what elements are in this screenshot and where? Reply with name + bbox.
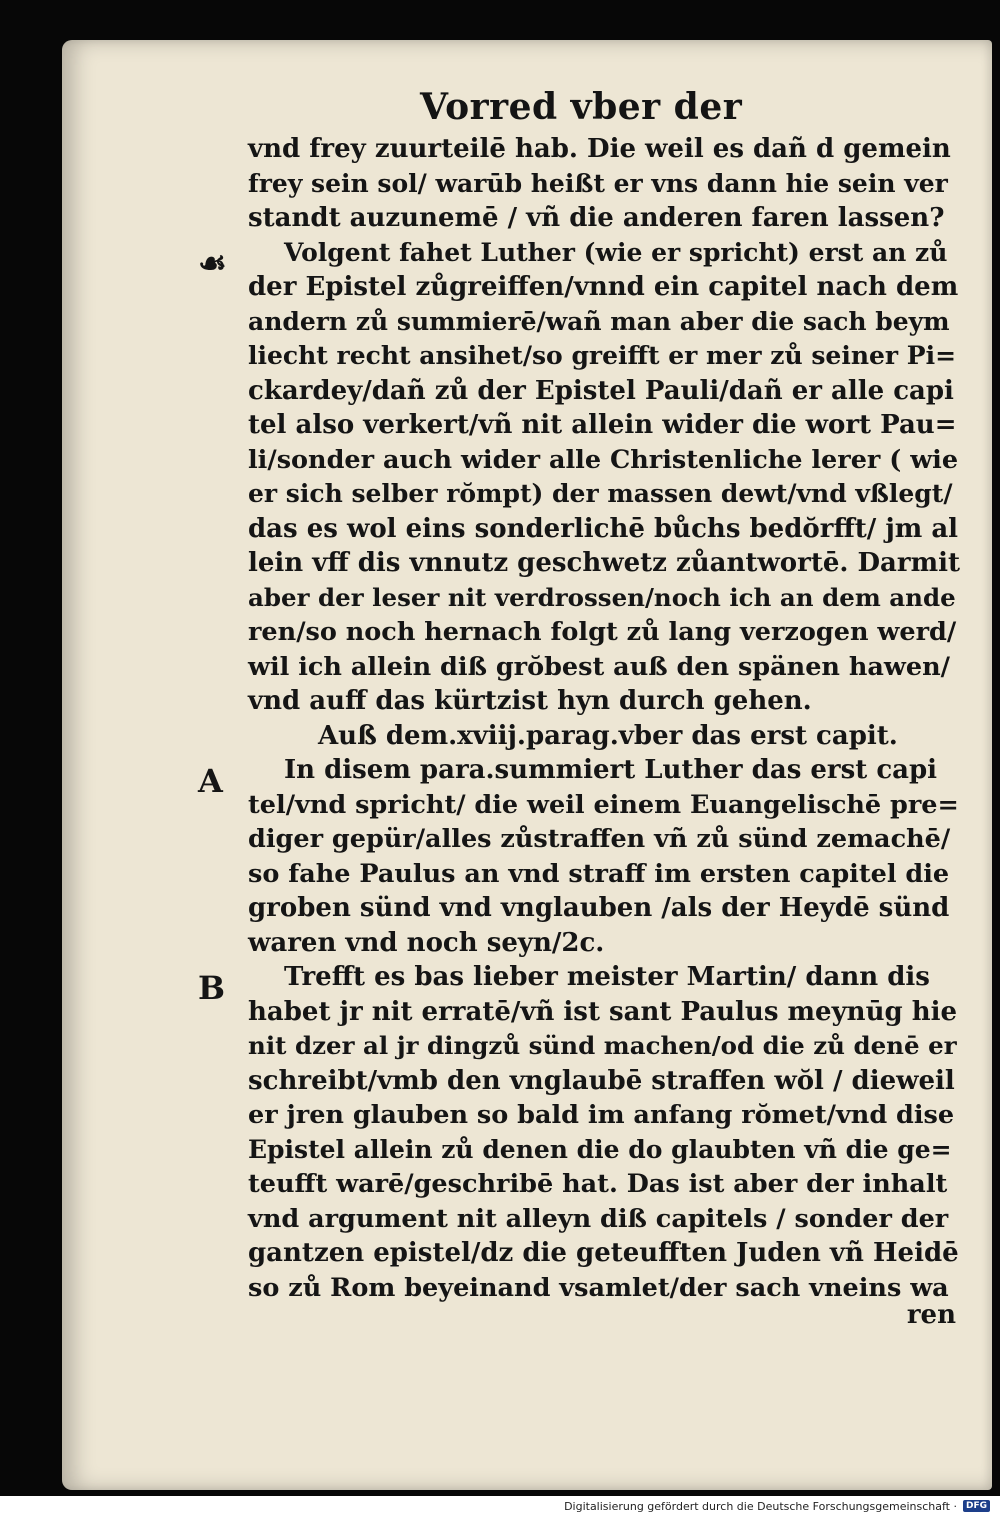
text-line: der Epistel zůgreiffen/vnnd ein capitel nach dem: [248, 272, 959, 302]
text-line: ckardey/dañ zů der Epistel Pauli/dañ er alle capi: [248, 375, 954, 406]
text-line: tel also verkert/vñ nit allein wider die wort Pau=: [248, 410, 957, 440]
text-line: nit dzer al jr dingzů sünd machen/od die zů denē er: [248, 1031, 957, 1060]
text-line: lein vff dis vnnutz geschwetz zůantwortē. Darmit: [248, 548, 960, 578]
margin-letter-b: B: [198, 969, 226, 1007]
footer-bar: [0, 1496, 1000, 1516]
text-line: aber der leser nit verdrossen/noch ich an dem ande: [248, 582, 956, 612]
footer-credit: Digitalisierung gefördert durch die Deutsche Forschungsgemeinschaft ·: [564, 1499, 957, 1513]
text-line: so fahe Paulus an vnd straff im ersten capitel die: [248, 858, 950, 889]
dfg-logo-icon: DFG: [963, 1500, 990, 1512]
section-heading: Auß dem.xviij.parag.vber das erst capit.: [318, 720, 898, 751]
text-line: frey sein sol/ warūb heißt er vns dann hie sein ver: [248, 168, 948, 198]
text-line: das es wol eins sonderlichē bůchs bedŏrfft/ jm al: [248, 513, 959, 544]
text-line: liecht recht ansihet/so greifft er mer zů seiner Pi=: [248, 341, 957, 370]
catchword: ren: [906, 1300, 956, 1330]
text-line: so zů Rom beyeinand vsamlet/der sach vneins wa: [248, 1272, 949, 1303]
text-line: In disem para.summiert Luther das erst capi: [284, 755, 938, 785]
text-line: groben sünd vnd vnglauben /als der Heydē sünd: [248, 893, 950, 923]
text-line: ren/so noch hernach folgt zů lang verzogen werd/: [248, 617, 957, 647]
text-line: vnd frey zuurteilē hab. Die weil es dañ d gemein: [248, 134, 951, 164]
text-line: Trefft es bas lieber meister Martin/ dann dis: [284, 962, 930, 992]
text-line: waren vnd noch seyn/2c.: [248, 927, 605, 958]
text-line: gantzen epistel/dz die geteufften Juden vñ Heidē: [248, 1238, 959, 1268]
running-head: Vorred vber der: [420, 86, 743, 128]
text-line: diger gepür/alles zůstraffen vñ zů sünd zemachē/: [248, 824, 951, 854]
margin-letter-a: A: [198, 762, 223, 800]
text-line: vnd auff das kürtzist hyn durch gehen.: [248, 686, 812, 716]
text-line: wil ich allein diß grŏbest auß den spänen hawen/: [248, 651, 950, 682]
text-line: er jren glauben so bald im anfang rŏmet/vnd dise: [248, 1100, 955, 1130]
text-line: er sich selber rŏmpt) der massen dewt/vnd vßlegt/: [248, 479, 953, 508]
text-line: Epistel allein zů denen die do glaubten vñ die ge=: [248, 1134, 952, 1164]
text-line: li/sonder auch wider alle Christenliche lerer ( wie: [248, 444, 959, 475]
text-line: teufft warē/geschribē hat. Das ist aber der inhalt: [248, 1169, 948, 1199]
text-line: schreibt/vmb den vnglaubē straffen wŏl / dieweil: [248, 1065, 955, 1096]
paragraph-mark-icon: ☙: [198, 244, 227, 282]
text-line: tel/vnd spricht/ die weil einem Euangelischē pre=: [248, 789, 959, 820]
body-text: [248, 132, 960, 1305]
text-line: Volgent fahet Luther (wie er spricht) erst an zů: [284, 237, 948, 267]
text-line: standt auzunemē / vñ die anderen faren lassen?: [248, 203, 945, 233]
text-line: andern zů summierē/wañ man aber die sach beym: [248, 306, 950, 336]
text-line: habet jr nit erratē/vñ ist sant Paulus meynūg hie: [248, 996, 958, 1027]
text-line: vnd argument nit alleyn diß capitels / sonder der: [248, 1203, 949, 1234]
